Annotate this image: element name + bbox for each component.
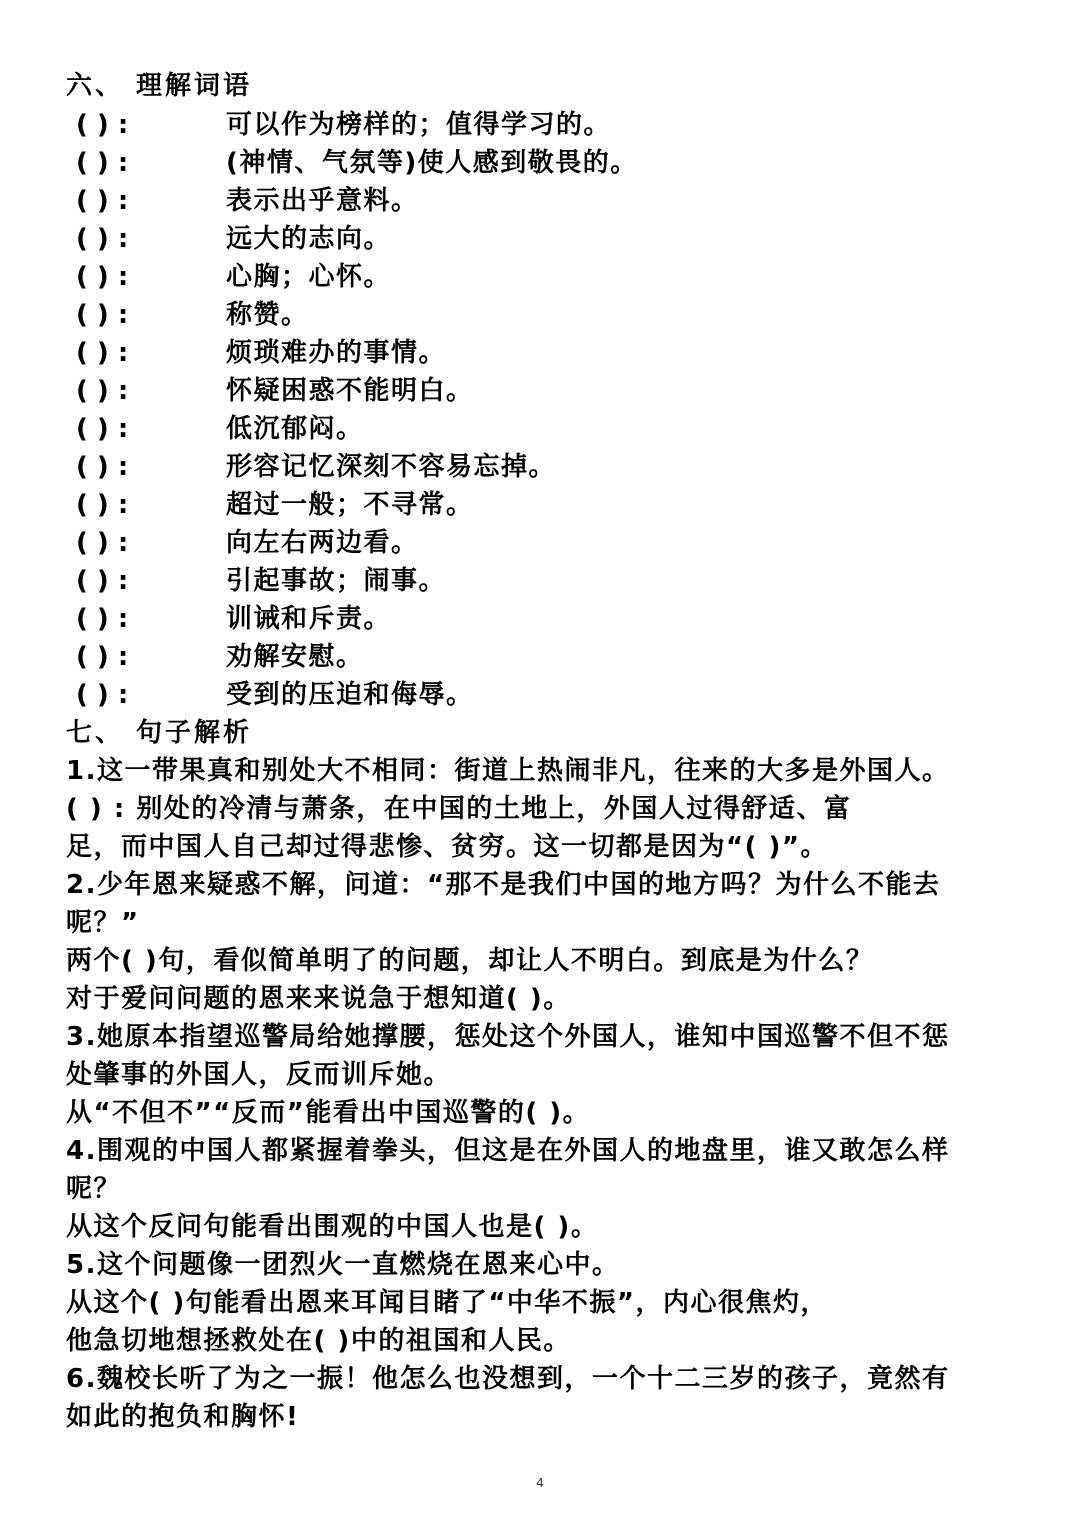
vocab-definition: 可以作为榜样的；值得学习的。 [226, 110, 612, 140]
answer-blank: ( ) : [76, 186, 129, 216]
question-4-text: 4.围观的中国人都紧握着拳头，但这是在外国人的地盘里，谁又敢怎么样 [66, 1136, 950, 1166]
answer-blank: ( ) : [76, 262, 129, 292]
question-3-text: 处肇事的外国人，反而训斥她。 [66, 1060, 452, 1090]
vocab-definition: 烦琐难办的事情。 [226, 338, 447, 368]
answer-blank: ( ) : [76, 528, 129, 558]
question-1-text: 1.这一带果真和别处大不相同：街道上热闹非凡，往来的大多是外国人。 [66, 756, 950, 786]
question-5-answer-line: 他急切地想拯救处在( )中的祖国和人民。 [66, 1326, 571, 1356]
vocab-item [76, 486, 1020, 524]
answer-blank: ( ) : [76, 490, 129, 520]
question-3-text: 3.她原本指望巡警局给她撑腰，惩处这个外国人，谁知中国巡警不但不惩 [66, 1022, 950, 1052]
question-2-text: 2.少年恩来疑惑不解，问道：“那不是我们中国的地方吗？为什么不能去 [66, 870, 941, 900]
vocab-definition: 表示出乎意料。 [226, 186, 419, 216]
vocab-item [76, 562, 1020, 600]
vocab-item [76, 144, 1020, 182]
vocab-definition: (神情、气氛等)使人感到敬畏的。 [226, 148, 638, 178]
question-6-text: 如此的抱负和胸怀! [66, 1402, 300, 1432]
answer-blank: ( ) : [76, 452, 129, 482]
vocab-item [76, 334, 1020, 372]
answer-blank: ( ) : [76, 148, 129, 178]
answer-blank: ( ) : [76, 300, 129, 330]
vocab-definition: 远大的志向。 [226, 224, 392, 254]
answer-blank: ( ) : [76, 680, 129, 710]
question-5-text: 5.这个问题像一团烈火一直燃烧在恩来心中。 [66, 1250, 620, 1280]
question-2-answer-line: 两个( )句，看似简单明了的问题，却让人不明白。到底是为什么？ [66, 946, 874, 976]
vocab-definition: 向左右两边看。 [226, 528, 419, 558]
vocab-item [76, 296, 1020, 334]
vocab-definition: 心胸；心怀。 [226, 262, 392, 292]
vocab-definition: 训诫和斥责。 [226, 604, 392, 634]
vocab-item [76, 524, 1020, 562]
vocab-item [76, 372, 1020, 410]
question-4-answer-line: 从这个反问句能看出围观的中国人也是( )。 [66, 1212, 599, 1242]
question-1-answer-line: ( ) : 别处的冷清与萧条，在中国的土地上，外国人过得舒适、富 [66, 794, 852, 824]
answer-blank: ( ) : [76, 642, 129, 672]
vocab-item [76, 638, 1020, 676]
vocab-item [76, 106, 1020, 144]
vocab-item [76, 258, 1020, 296]
vocab-definition: 劝解安慰。 [226, 642, 364, 672]
vocab-item [76, 220, 1020, 258]
question-2-text: 呢？” [66, 908, 140, 938]
vocab-definition: 受到的压迫和侮辱。 [226, 680, 474, 710]
vocab-item [76, 676, 1020, 714]
vocab-item [76, 448, 1020, 486]
answer-blank: ( ) : [76, 338, 129, 368]
vocab-definition: 低沉郁闷。 [226, 414, 364, 444]
answer-blank: ( ) : [76, 110, 129, 140]
question-4-text: 呢？ [66, 1174, 122, 1204]
vocab-item [76, 182, 1020, 220]
answer-blank: ( ) : [76, 566, 129, 596]
question-3-answer-line: 从“不但不”“反而”能看出中国巡警的( )。 [66, 1098, 591, 1128]
answer-blank: ( ) : [76, 414, 129, 444]
vocab-item [76, 410, 1020, 448]
answer-blank: ( ) : [76, 604, 129, 634]
answer-blank: ( ) : [76, 376, 129, 406]
question-2-answer-line: 对于爱问问题的恩来来说急于想知道( )。 [66, 984, 571, 1014]
question-1-answer-line: 足，而中国人自己却过得悲惨、贫穷。这一切都是因为“( )”。 [66, 832, 828, 862]
question-6-text: 6.魏校长听了为之一振！他怎么也没想到，一个十二三岁的孩子，竟然有 [66, 1364, 950, 1394]
page-number: 4 [536, 1476, 544, 1490]
vocab-definition: 称赞。 [226, 300, 309, 330]
vocab-definition: 形容记忆深刻不容易忘掉。 [226, 452, 557, 482]
section-7-title: 七、 句子解析 [66, 718, 253, 748]
section-6-title: 六、 理解词语 [66, 71, 253, 101]
vocab-definition: 超过一般；不寻常。 [226, 490, 474, 520]
question-5-answer-line: 从这个( )句能看出恩来耳闻目睹了“中华不振”，内心很焦灼， [66, 1288, 828, 1318]
vocab-definition: 怀疑困惑不能明白。 [226, 376, 474, 406]
answer-blank: ( ) : [76, 224, 129, 254]
vocab-item [76, 600, 1020, 638]
vocab-definition: 引起事故；闹事。 [226, 566, 447, 596]
